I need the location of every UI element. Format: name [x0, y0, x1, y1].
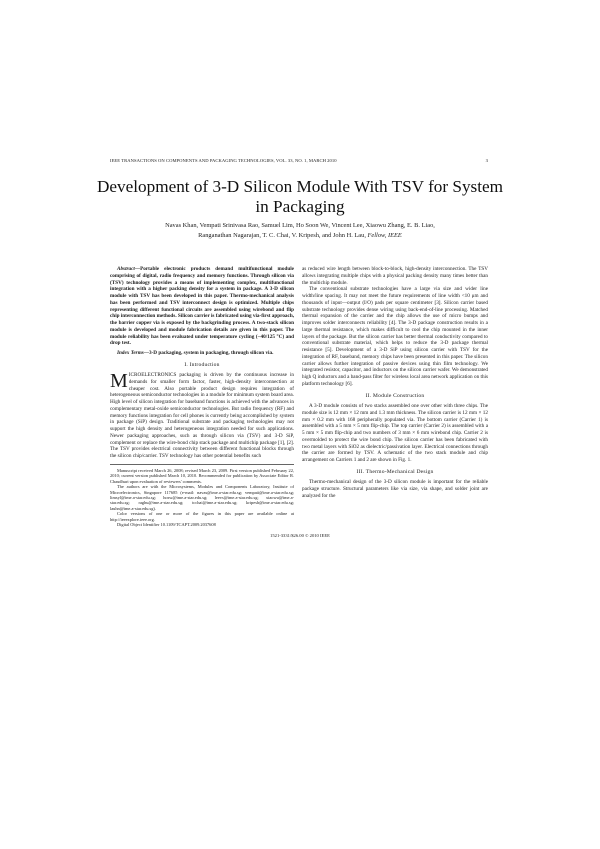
page-number: 3	[485, 158, 488, 163]
running-header	[110, 158, 488, 163]
module-construction-body	[302, 403, 488, 464]
authors-line-2	[110, 231, 490, 241]
paper-title: Development of 3-D Silicon Module With TSV for System in Packaging	[96, 177, 504, 216]
right-paragraph-1: as reduced wire length between block-to-block, high-density interconnection. The TSV allows integrating multiple chips with a physical packing density many times better than the multichip module.	[302, 266, 488, 286]
right-paragraph-4: Thermo-mechanical design of the 3-D silicon module is important for the reliable package structure. Structural parameters like via size, via shape, and solder joint are analyzed for the	[302, 479, 488, 499]
right-paragraph-3: A 3-D module consists of two stacks assembled one over other with three chips. The module size is 12 mm × 12 mm and 1.3 mm thickness. The silicon carrier is 12 mm × 12 mm × 0.2 mm with 168 peripherally populated via. The bottom carrier (Carrier 1) is assembled with a 5 mm × 5 mm flip-chip. The top carrier (Carrier 2) is assembled with a 5 mm × 5 mm flip-chip and two numbers of 3 mm × 6 mm wirebond chip. Carrier 2 is overmolded to protect the wire bond chip. The silicon carrier has been fabricated with two metal layers with SiO2 as dielectric/passivation layer. Electrical connections through the carrier are formed by TSV. A schematic of the two stack module and chip arrangement on Carriers 1 and 2 are shown in Fig. 1.	[302, 403, 488, 463]
section-heading-module-construction: II. Module Construction	[365, 393, 425, 399]
section-heading-thermo-mechanical: III. Thermo-Mechanical Design	[356, 469, 434, 475]
footnote	[110, 464, 294, 527]
footnote-color: Color versions of one or more of the figures in this paper are available online at http://ieeexplore.ieee.org.	[110, 511, 294, 522]
index-terms-lead: Index Terms	[117, 350, 144, 356]
authors-line-2-names: Ranganathan Nagarajan, T. C. Chai, V. Kripesh, and John H. Lau,	[198, 232, 366, 239]
abstract-text: —Portable electronic products demand multifunctional module comprising of digital, radio frequency and memory functions. Through silicon via (TSV) technology provides a means of implementing complex, multifunctional integration with a higher packing density for a system in package. A 3-D silicon module with TSV has been developed in this paper. Thermo-mechanical analysis has been performed and TSV interconnect design is optimized. Multiple chips representing different functional circuits are assembled using wirebond and flip chip interconnection methods. Silicon carrier is fabricated using via-first approach, the barrier copper via is exposed by the backgrinding process. A two-stack silicon module is developed and module fabrication details are given in this paper. The module reliability has been evaluated under temperature cycling (−40/125 °C) and drop test.	[110, 266, 295, 347]
introduction-body	[110, 372, 294, 460]
right-paragraph-2: The conventional substrate technologies have a large via size and wider line width/line spacing. It may not meet the future requirements of line width <10 μm and thousands of input—output (I/O) pads per square centimeter [3]. Silicon carrier based substrate technology provides dense wiring using back-end-of-line processing. Matched thermal expansion of the carrier and the chip allows the use of micro bumps and improves solder interconnects reliability [4]. The 3-D package construction results in a large thermal resistance, which makes difficult to cool the chip mounted in the inner layers of the package. But the silicon carrier has better thermal conductivity compared to conventional substrate material, which helps to reduce the 3-D package thermal resistance [5]. Development of a 3-D SiP using silicon carrier with TSV for the integration of RF, baseband, memory chips have been presented in this paper. The silicon carrier allows further integration of passive devices using thin film technology. We integrated resistor, capacitor, and inductors on the silicon carrier wafer. We demonstrated high Q inductors and a band-pass filter for wireless local area network application on this platform technology [6].	[302, 286, 488, 387]
author-fellow-title: Fellow, IEEE	[367, 232, 402, 239]
index-terms	[110, 350, 294, 357]
issn-footer: 1521-3331/$26.00 © 2010 IEEE	[270, 533, 330, 538]
drop-cap: M	[110, 370, 128, 392]
intro-paragraph: ICROELECTRONICS packaging is driven by the continuous increase in demands for smaller form factor, faster, high-density interconnection at cheaper cost. Also portable product design requires integration of heterogeneous semiconductor technologies in a module for minimum system board area. High level of silicon integration for baseband functions is achieved with the advances in complementary metal-oxide semiconductor technologies. But radio frequency (RF) and memory functions integration for cell phones is currently being accomplished by system in package (SiP) design. Traditional substrate and packaging technologies may not support the high density and heterogeneous integration needed for such applications. Newer packaging approaches, such as through silicon via (TSV) and 3-D SiP, complement or replace the wire-bond chip stack package and multichip package [1], [2]. The TSV provides electrical connectivity between different functional blocks through the silicon chip/carrier. TSV technology has other potential benefits such	[110, 372, 294, 459]
footnote-affiliation: The authors are with the Microsystems, Modules and Components Laboratory, Institute of Microelectronics, Singapore 117685 (e-mail: navas@ime.a-star.edu.sg; vempati@ime.a-star.edu.sg; limsyl@ime.a-star.edu.sg; hosw@ime.a-star.edu.sg; leevs@ime.a-star.edu.sg; xiaowu@ime.a-star.edu.sg; raghu@ime.a-star.edu.sg; tcchai@ime.a-star.edu.sg; kripesh@ime.a-star.edu.sg; lauhn@ime.a-star.edu.sg).	[110, 484, 294, 511]
footnote-doi: Digital Object Identifier 10.1109/TCAPT.2009.2037608	[117, 522, 216, 528]
footnote-manuscript: Manuscript received March 26, 2008; revised March 23, 2009. First version published February 22, 2010; current version published March 10, 2010. Recommended for publication by Associate Editor R. Chaudhuri upon evaluation of reviewers' comments.	[110, 468, 294, 484]
index-terms-text: —3-D packaging, system in packaging, through silicon via.	[143, 350, 274, 356]
section-heading-introduction: I. Introduction	[184, 362, 220, 368]
journal-name: IEEE TRANSACTIONS ON COMPONENTS AND PACKAGING TECHNOLOGIES, VOL. 33, NO. 1, MARCH 2010	[110, 158, 337, 163]
abstract	[110, 266, 294, 347]
abstract-lead: Abstract	[117, 266, 135, 272]
author-list	[110, 221, 490, 241]
authors-line-1: Navas Khan, Vempati Srinivasa Rao, Samuel Lim, Ho Soon We, Vincent Lee, Xiaowu Zhang, E. B. Liao,	[165, 222, 435, 229]
right-column-intro	[302, 266, 488, 388]
thermo-mechanical-body	[302, 479, 488, 499]
